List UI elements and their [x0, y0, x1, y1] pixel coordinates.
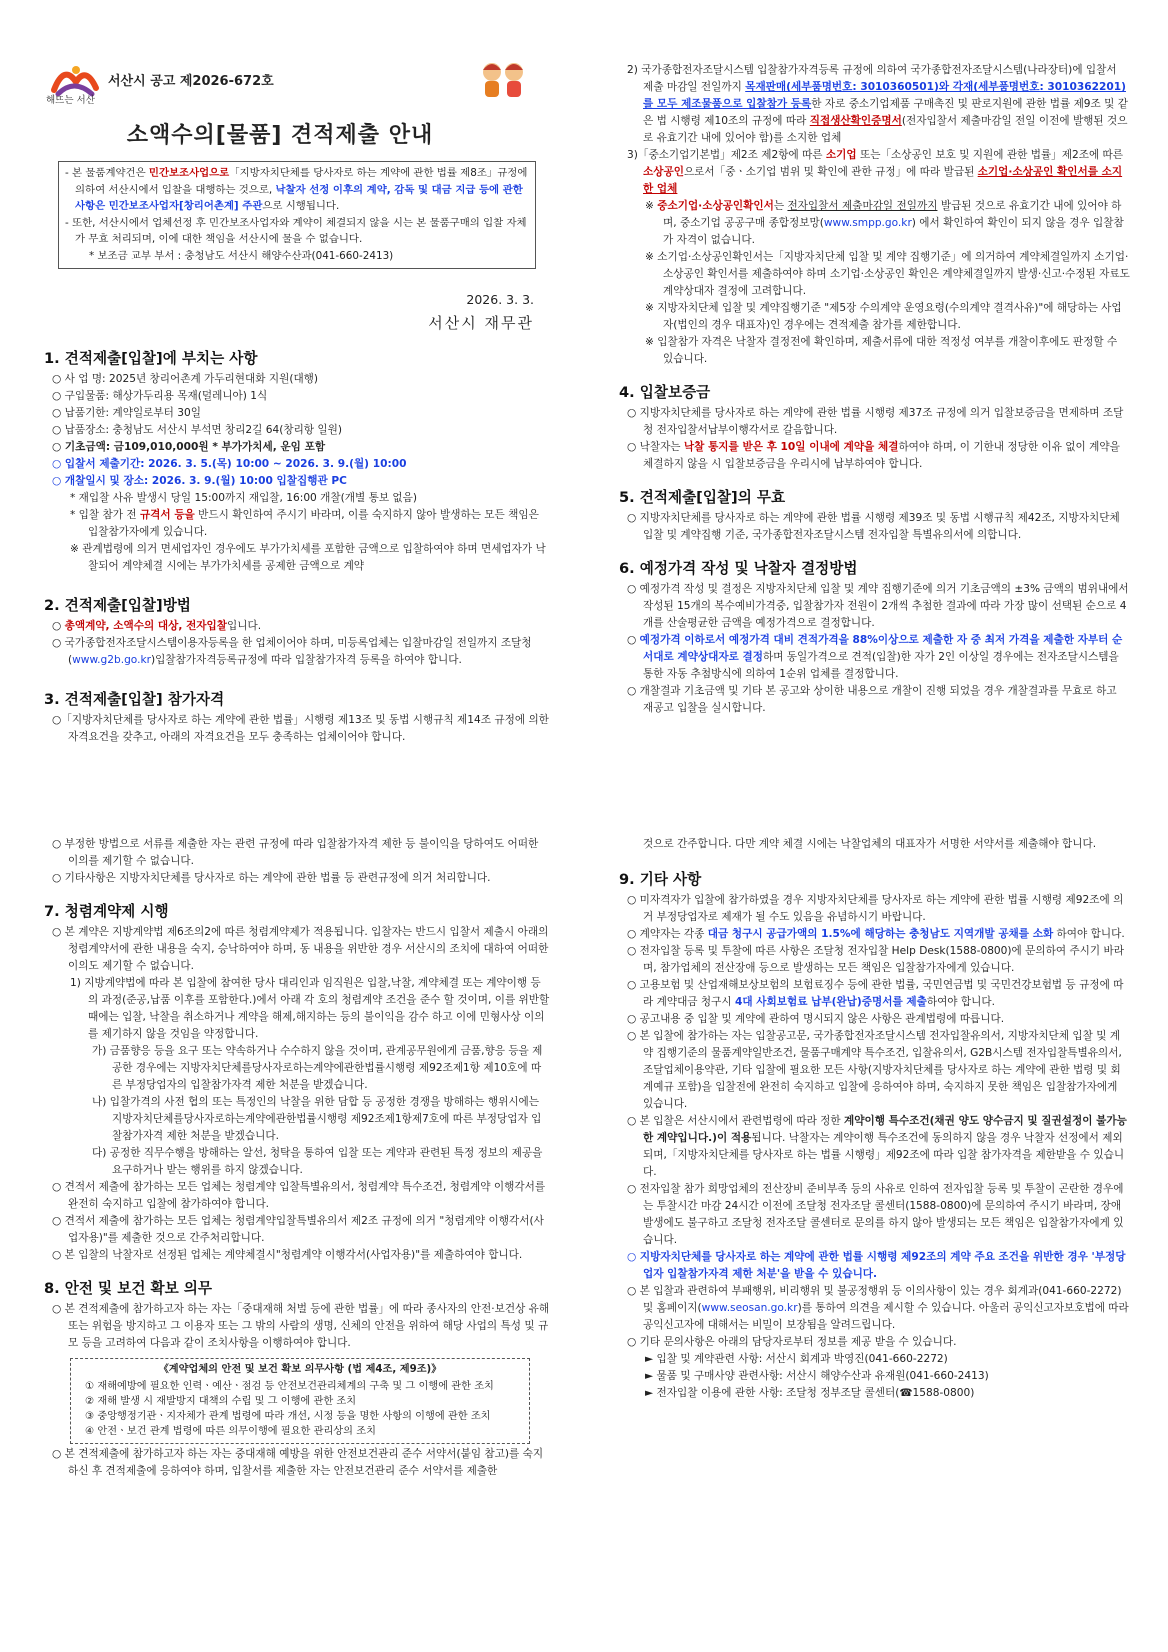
seosan-link[interactable]: www.seosan.go.kr: [701, 1302, 798, 1314]
s1-item-base-price: ○ 기초금액: 금109,010,000원 * 부가가치세, 운임 포함: [52, 441, 326, 453]
s4-item: ○ 지방자치단체를 당사자로 하는 계약에 관한 법률 시행령 제37조 규정에 의거 입찰보증금을 면제하며 조달청 전자입찰서납부이행각서로 갈음합니다.: [627, 407, 1124, 436]
s1-item-opening: ○ 개찰일시 및 장소: 2026. 3. 9.(월) 10:00 입찰집행관 PC: [52, 475, 347, 487]
s9-item: ○ 본 입찰과 관련하여 부패행위, 비리행위 및 불공정행위 등 이의사항이 있는 경우 회계과(041-660-2272) 및 홈페이지(www.seosan.go.kr)를 통하여 의견을 제시할 수 있습니다. 아울러 공익신고자보호법에 따라 공익신고자에 대해서는 비밀이 보장됨을 알려드립니다.: [627, 1285, 1129, 1331]
s7-item: ○ 견적서 제출에 참가하는 모든 업체는 청렴계약 입찰특별유의서, 청렴계약 특수조건, 청렴계약 이행각서를 완전히 숙지하고 입찰에 참가하여야 합니다.: [52, 1181, 546, 1210]
s7-item: ○ 견적서 제출에 참가하는 모든 업체는 청렴계약입찰특별유의서 제2조 규정에 의거 "청렴계약 이행각서(사업자용)"를 제출한 것으로 간주처리합니다.: [52, 1215, 544, 1244]
notice-number: 서산시 공고 제2026-672호: [108, 74, 274, 89]
g2b-link[interactable]: www.g2b.go.kr: [72, 654, 151, 666]
s1-note: * 재입찰 사유 발생시 당일 15:00까지 재입찰, 16:00 개찰(개별 통보 없음): [70, 492, 418, 504]
s9-item: ○ 고용보험 및 산업재해보상보험의 보험료징수 등에 관한 법률, 국민연금법 및 국민건강보험법 등 규정에 따라 계약대금 청구시 4대 사회보험료 납부(완납)증명서를 제출하여야 합니다.: [627, 979, 1124, 1008]
section-7-title: 7. 청렴계약제 시행: [44, 903, 169, 920]
right-column-lower: [615, 836, 1130, 1402]
contact-item: ► 전자입찰 이용에 관한 사항: 조달청 정부조달 콜센터(☎1588-0800): [645, 1387, 975, 1399]
contact-item: ► 입찰 및 계약관련 사항: 서산시 회계과 박영진(041-660-2272): [645, 1353, 948, 1365]
section-8-title: 8. 안전 및 보건 확보 의무: [44, 1280, 212, 1297]
s8-after: ○ 본 견적제출에 참가하고자 하는 자는 중대재해 예방을 위한 안전보건관리 준수 서약서(붙임 참고)를 숙지하신 후 견적제출에 응하여야 하며, 입찰서를 제출한 자는 안전보건관리 준수 서약서를 제출한: [52, 1448, 544, 1477]
s9-item: ○ 본 입찰에 참가하는 자는 입찰공고문, 국가종합전자조달시스템 전자입찰유의서, 지방자치단체 입찰 및 계약 집행기준의 물품계약일반조건, 물품구매계약 특수조건, 입찰유의서, G2B시스템 전자입찰특별유의서, 조달업체이용약관, 기타 입찰에 필요한 모든 사항(지방자치단체를 당사자로 하는 계약에 관한 법령 및 회계예규 포함)을 입찰전에 완전히 숙지하고 입찰에 응하여야 하며, 숙지하지 못한 책임은 입찰참가자에게 있습니다.: [627, 1030, 1122, 1110]
intro-line-2: - 또한, 서산시에서 업체선정 후 민간보조사업자와 계약이 체결되지 않을 시는 본 물품구매의 입찰 자체가 무효 처리되며, 이에 대한 책임을 서산시에 물을 수 없습니다.: [65, 216, 527, 245]
section-4-title: 4. 입찰보증금: [619, 384, 711, 401]
s1-note: ※ 관계법령에 의거 면세업자인 경우에도 부가가치세를 포함한 금액으로 입찰하여야 하며 면세업자가 낙찰되어 계약체결 시에는 부가가치세를 공제한 금액으로 계약: [70, 543, 546, 572]
notice-org: 서산시 재무관: [428, 314, 534, 332]
notice-date: 2026. 3. 3.: [466, 292, 534, 307]
intro-notice-box: [58, 161, 536, 269]
section-3-title: 3. 견적제출[입찰] 참가자격: [44, 691, 225, 708]
safety-box-item: ② 재해 발생 시 재발방지 대책의 수립 및 그 이행에 관한 조치: [85, 1396, 357, 1407]
s9-item: ○ 지방자치단체를 당사자로 하는 계약에 관한 법률 시행령 제92조의 계약 주요 조건을 위반한 경우 '부정당업자 입찰참가자격 제한 처분'을 받을 수 있습니다.: [627, 1251, 1126, 1280]
s9-item: ○ 계약자는 각종 대금 청구시 공급가액의 1.5%에 해당하는 충청남도 지역개발 공채를 소화 하여야 합니다.: [627, 928, 1125, 940]
s1-item: ○ 납품기한: 계약일로부터 30일: [52, 407, 201, 419]
s9-item: ○ 본 입찰은 서산시에서 관련법령에 따라 정한 계약이행 특수조건(채권 양도 양수금지 및 질권설정이 불가능한 계약입니다.)이 적용됩니다. 낙찰자는 계약이행 특수조건에 동의하지 않을 경우 낙찰자 선정에서 제외되며,「지방자치단체를 당사자로 하는 법률 시행령」제92조에 따라 입찰 참가자격을 제한받을 수 있습니다.: [627, 1115, 1127, 1178]
s1-note: * 입찰 참가 전 규격서 등을 반드시 확인하여 주시기 바라며, 이를 숙지하지 않아 발생하는 모든 책임은 입찰참가자에게 있습니다.: [70, 509, 539, 538]
s2-item: ○ 국가종합전자조달시스템이용자등록을 한 업체이어야 하며, 미등록업체는 입찰마감일 전일까지 조달청(www.g2b.go.kr)입찰참가자격등록규정에 따라 입찰참가자격 등록을 하여야 합니다.: [52, 637, 532, 666]
smpp-link[interactable]: www.smpp.go.kr: [823, 217, 912, 229]
s3-cont-item: ○ 부정한 방법으로 서류를 제출한 자는 관련 규정에 따라 입찰참가자격 제한 등 불이익을 당하여도 어떠한 이의를 제기할 수 없습니다.: [52, 838, 539, 867]
s1-item: ○ 사 업 명: 2025년 창리어촌계 가두리현대화 지원(대행): [52, 373, 319, 385]
right-column-upper: [615, 62, 1130, 717]
s3-req-2: 2) 국가종합전자조달시스템 입찰참가자격등록 규정에 의하여 국가종합전자조달시스템(나라장터)에 입찰서 제출 마감일 전일까지 목재판매(세부품명번호: 3010360501)와 각재(세부품명번호: 3010362201)를 모두 제조물품으로 입찰참가 등록한 자로 중소기업제품 구매촉진 및 판로지원에 관한 법률 제9조 및 같은 법 시행령 제10조의 규정에 따라 직접생산확인증명서(전자입찰서 제출마감일 전일 이전에 발행된 것으로 유효기간 내에 있어야 함)를 소지한 업체: [627, 64, 1128, 144]
safety-box-title: 《계약업체의 안전 및 보건 확보 의무사항 (법 제4조, 제9조)》: [158, 1364, 442, 1375]
s7-sub: 1) 지방계약법에 따라 본 입찰에 참여한 당사 대리인과 임직원은 입찰,낙찰, 계약체결 또는 계약이행 등의 과정(준공,납품 이후를 포함한다.)에서 아래 각 호의 청렴계약 조건을 준수 할 것이며, 이를 위반할 때에는 입찰, 낙찰을 취소하거나 계약을 해제,해지하는 등의 불이익을 감수 하고 이에 민형사상 이의를 제기하지 않을 것임을 약정합니다.: [70, 977, 550, 1040]
left-column-lower: [40, 836, 550, 1480]
section-1-title: 1. 견적제출[입찰]에 부치는 사항: [44, 350, 258, 367]
s5-item: ○ 지방자치단체를 당사자로 하는 계약에 관한 법률 시행령 제39조 및 동법 시행규칙 제42조, 지방자치단체 입찰 및 계약집행 기준, 국가종합전자조달시스템 전자입찰 특별유의서에 의합니다.: [627, 512, 1120, 541]
s3-note: ※ 중소기업·소상공인확인서는 전자입찰서 제출마감일 전일까지 발급된 것으로 유효기간 내에 있어야 하며, 중소기업 공공구매 종합정보망(www.smpp.go.kr) 에서 확인하여 확인이 되지 않을 경우 입찰참가 자격이 없습니다.: [645, 200, 1124, 246]
s3-note: ※ 입찰참가 자격은 낙찰자 결정전에 확인하며, 제출서류에 대한 적정성 여부를 개찰이후에도 판정할 수 있습니다.: [645, 336, 1118, 365]
safety-box-item: ① 재해예방에 필요한 인력ㆍ예산ㆍ점검 등 안전보건관리체계의 구축 및 그 이행에 관한 조치: [85, 1381, 494, 1392]
s7-subsub: 가) 금품향응 등을 요구 또는 약속하거나 수수하지 않을 것이며, 관계공무원에게 금품,향응 등을 제공한 경우에는 지방자치단체를당사자로하는계약에관한법률시행령 제92조제1항 제10호에 따른 부정당업자의 입찰참가자격 제한 처분을 받겠습니다.: [92, 1045, 543, 1091]
s1-item: ○ 구입물품: 해상가두리용 목재(덜레니아) 1식: [52, 390, 268, 402]
s8-cont: 것으로 간주합니다. 다만 계약 체결 시에는 낙찰업체의 대표자가 서명한 서약서를 제출해야 합니다.: [643, 838, 1097, 850]
s7-item: ○ 본 계약은 지방계약법 제6조의2에 따른 청렴계약제가 적용됩니다. 입찰자는 반드시 입찰서 제출시 아래의 청렴계약서에 관한 내용을 숙지, 승낙하여야 하며, 동 내용을 위반한 경우 서산시의 조치에 대하여 어떠한 이의도 제기할 수 없습니다.: [52, 926, 549, 972]
s9-item: ○ 전자입찰 등록 및 투찰에 따른 사항은 조달청 전자입찰 Help Desk(1588-0800)에 문의하여 주시기 바라며, 참가업체의 전산장애 등으로 발생하는 모든 책임은 입찰참가자에게 있습니다.: [627, 945, 1124, 974]
section-6-title: 6. 예정가격 작성 및 낙찰자 결정방법: [619, 560, 858, 577]
section-5-title: 5. 견적제출[입찰]의 무효: [619, 489, 786, 506]
s4-item: ○ 낙찰자는 낙찰 통지를 받은 후 10일 이내에 계약을 체결하여야 하며, 이 기한내 정당한 이유 없이 계약을 체결하지 않을 시 입찰보증금을 우리시에 납부하여야 합니다.: [627, 441, 1120, 470]
s2-item: ○ 총액계약, 소액수의 대상, 전자입찰입니다.: [52, 620, 262, 632]
section-9-title: 9. 기타 사항: [619, 871, 702, 888]
contact-item: ► 물품 및 구매사양 관련사항: 서산시 해양수산과 유재원(041-660-2413): [645, 1370, 989, 1382]
intro-line-3: * 보조금 교부 부서 : 충청남도 서산시 해양수산과(041-660-2413): [89, 249, 394, 262]
s3-cont-item: ○ 기타사항은 지방자치단체를 당사자로 하는 계약에 관한 법률 등 관련규정에 의거 처리합니다.: [52, 872, 491, 884]
s1-item-submit-period: ○ 입찰서 제출기간: 2026. 3. 5.(목) 10:00 ~ 2026. 3. 9.(월) 10:00: [52, 458, 407, 470]
s3-req-3: 3)「중소기업기본법」제2조 제2항에 따른 소기업 또는「소상공인 보호 및 지원에 관한 법률」제2조에 따른 소상공인으로서「중ㆍ소기업 범위 및 확인에 관한 규정」에 따라 발급된 소기업·소상공인 확인서를 소지한 업체: [627, 149, 1124, 195]
mascot-icon: [474, 58, 532, 102]
page-title: 소액수의[물품] 견적제출 안내: [126, 123, 434, 148]
logo-caption: 해뜨는 서산: [46, 95, 95, 106]
s9-item: ○ 공고내용 중 입찰 및 계약에 관하여 명시되지 않은 사항은 관계법령에 따릅니다.: [627, 1013, 1005, 1025]
s6-item: ○ 예정가격 작성 및 결정은 지방자치단체 입찰 및 계약 집행기준에 의거 기초금액의 ±3% 금액의 범위내에서 작성된 15개의 복수예비가격중, 입찰참가자 전원이 2개씩 추첨한 결과에 따라 가장 많이 선택된 순으로 4개를 산술평균한 금액을 예정가격으로 결정합니다.: [627, 583, 1129, 629]
s7-item: ○ 본 입찰의 낙찰자로 선정된 업체는 계약체결시"청렴계약 이행각서(사업자용)"를 제출하여야 합니다.: [52, 1249, 523, 1261]
left-column-upper: [40, 336, 550, 746]
s3-note: ※ 지방자치단체 입찰 및 계약집행기준 "제5장 수의계약 운영요령(수의계약 결격사유)"에 해당하는 사업자(법인의 경우 대표자)인 경우에는 견적제출 참가를 제한합니다.: [645, 302, 1122, 331]
safety-box-item: ③ 중앙행정기관ㆍ지자체가 관계 법령에 따라 개선, 시정 등을 명한 사항의 이행에 관한 조치: [85, 1411, 491, 1422]
s7-subsub: 다) 공정한 직무수행을 방해하는 알선, 청탁을 통하여 입찰 또는 계약과 관련된 특정 정보의 제공을 요구하거나 받는 행위를 하지 않겠습니다.: [92, 1147, 543, 1176]
s7-subsub: 나) 입찰가격의 사전 협의 또는 특정인의 낙찰을 위한 담합 등 공정한 경쟁을 방해하는 행위시에는 지방자치단체를당사자로하는계약에관한법률시행령 제92조제1항제7호에 따른 부정당업자 입찰참가자격 제한 처분을 받겠습니다.: [92, 1096, 542, 1142]
safety-duty-box: [70, 1358, 530, 1444]
s9-item: ○ 미자격자가 입찰에 참가하였을 경우 지방자치단체를 당사자로 하는 계약에 관한 법률 시행령 제92조에 의거 부정당업자로 제재가 될 수도 있음을 유념하시기 바랍니다.: [627, 894, 1124, 923]
section-2-title: 2. 견적제출[입찰]방법: [44, 597, 191, 614]
s8-item: ○ 본 견적제출에 참가하고자 하는 자는「중대재해 처벌 등에 관한 법률」에 따라 종사자의 안전·보건상 유해 또는 위험을 방지하고 그 이용자 또는 그 밖의 사람의 생명, 신체의 안전을 위하여 해당 사업의 특성 및 규모 등을 고려하여 다음과 같이 조치사항을 이행하여야 합니다.: [52, 1303, 550, 1349]
safety-box-item: ④ 안전ㆍ보건 관계 법령에 따른 의무이행에 필요한 관리상의 조치: [85, 1426, 376, 1437]
s3-item: ○「지방자치단체를 당사자로 하는 계약에 관한 법률」시행령 제13조 및 동법 시행규칙 제14조 규정에 의한 자격요건을 갖추고, 아래의 자격요건을 모두 충족하는 업체이어야 합니다.: [52, 714, 549, 743]
s1-item: ○ 납품장소: 충청남도 서산시 부석면 창리2길 64(창리항 일원): [52, 424, 343, 436]
intro-line-1: - 본 물품계약건은 민간보조사업으로「지방자치단체를 당사자로 하는 계약에 관한 법률 제8조」규정에 의하여 서산시에서 입찰을 대행하는 것으로, 낙찰자 선정 이후의 계약, 감독 및 대금 지급 등에 관한 사항은 민간보조사업자[창리어촌계] 주관으로 시행됩니다.: [65, 167, 528, 212]
s9-item: ○ 기타 문의사항은 아래의 담당자로부터 정보를 제공 받을 수 있습니다.: [627, 1336, 957, 1348]
s3-note: ※ 소기업·소상공인확인서는「지방자치단체 입찰 및 계약 집행기준」에 의거하여 계약체결일까지 소기업·소상공인 확인서를 제출하여야 하며 소기업·소상공인 확인은 계약체결일까지 발생·신고·수정된 자료도 계약상대자 결정에 고려합니다.: [645, 251, 1130, 297]
s6-item: ○ 개찰결과 기초금액 및 기타 본 공고와 상이한 내용으로 개찰이 진행 되었을 경우 개찰결과를 무효로 하고 재공고 입찰을 실시합니다.: [627, 685, 1117, 714]
s9-item: ○ 전자입찰 참가 희망업체의 전산장비 준비부족 등의 사유로 인하여 전자입찰 등록 및 투찰이 곤란한 경우에는 투찰시간 마감 24시간 이전에 조달청 전자조달 콜센터(1588-0800)에 문의하여 주시기 바라며, 장애 발생에도 불구하고 조달청 전자조달 콜센터로 문의를 하지 않아 발생되는 모든 책임은 입찰참가자에게 있습니다.: [627, 1183, 1124, 1246]
s6-item: ○ 예정가격 이하로서 예정가격 대비 견적가격을 88%이상으로 제출한 자 중 최저 가격을 제출한 자부터 순서대로 계약상대자로 결정하며 동일가격으로 견적(입찰)한 자가 2인 이상일 경우에는 전자조달시스템을 통한 자동 추첨방식에 의하여 1순위 업체를 결정합니다.: [627, 634, 1123, 680]
